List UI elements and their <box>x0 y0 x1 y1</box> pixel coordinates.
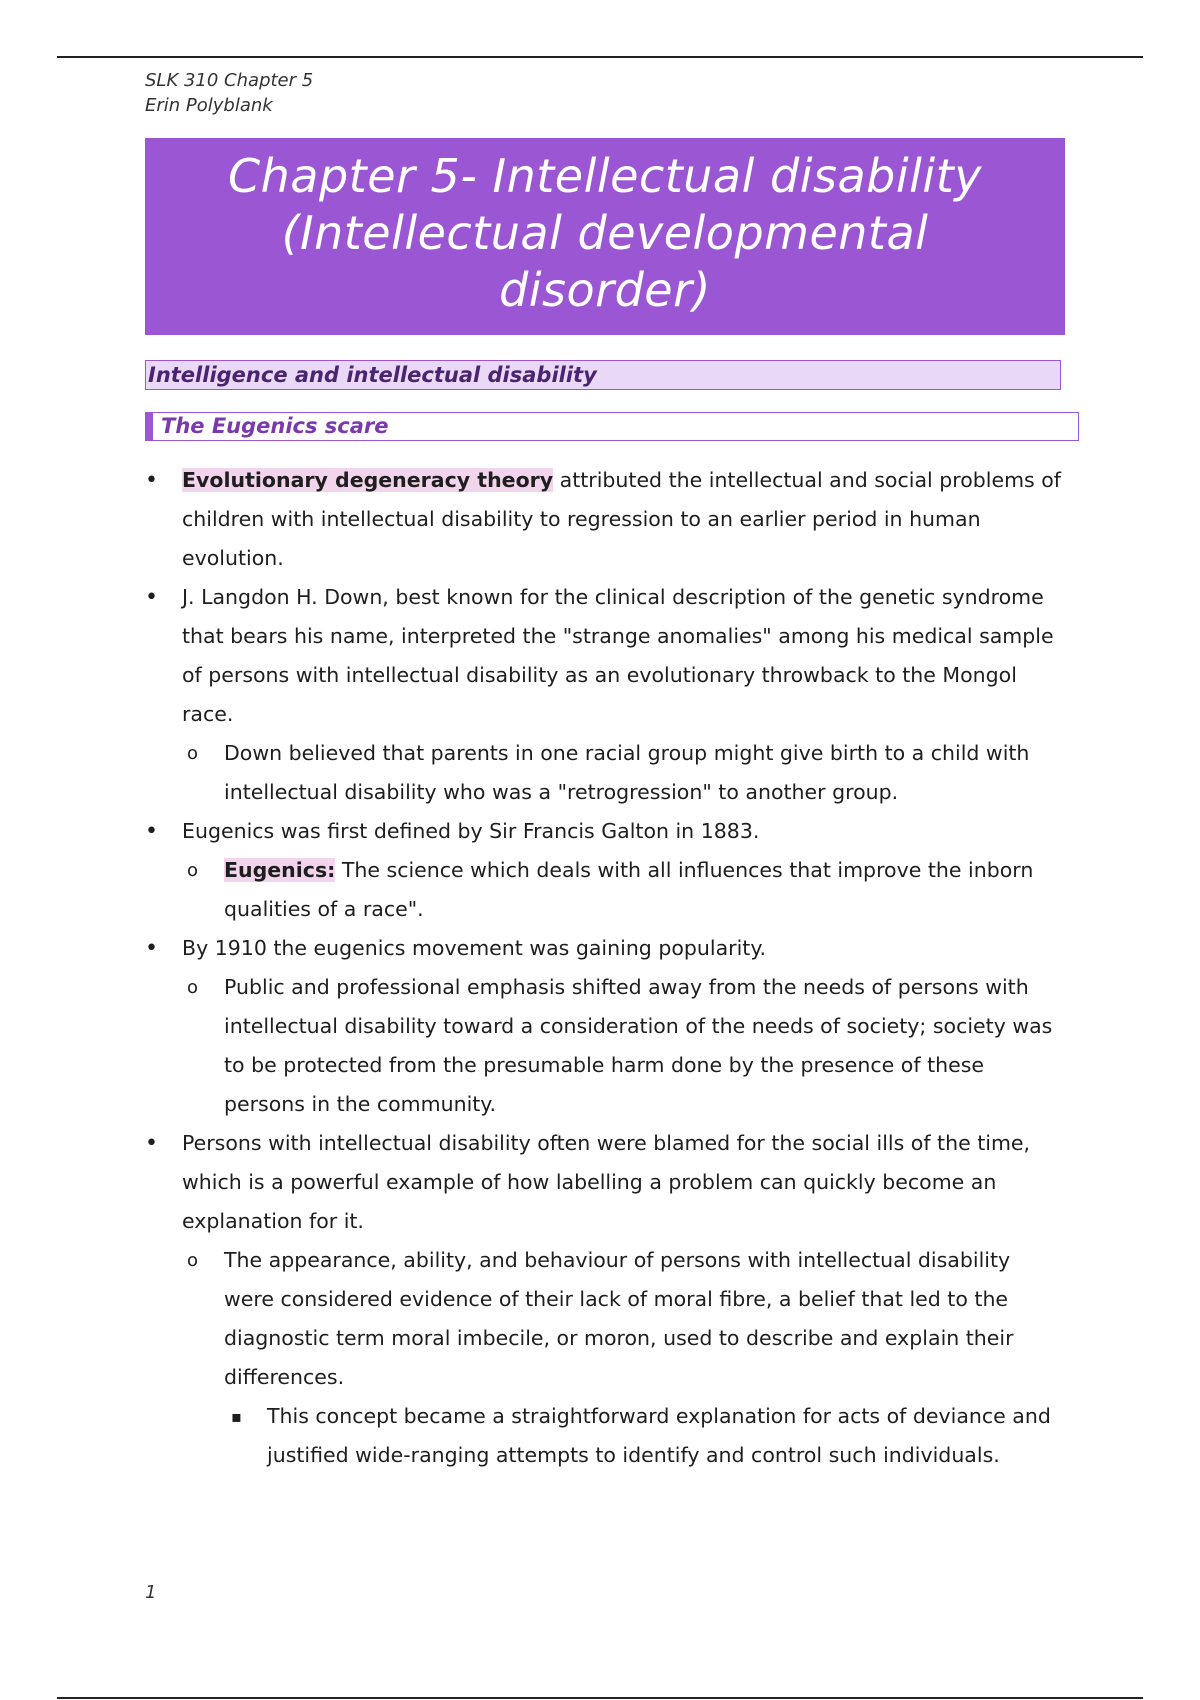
sub-list <box>145 968 1065 1124</box>
sub-list <box>145 851 1065 929</box>
sub-sub-list-item-text: This concept became a straightforward explanation for acts of deviance and justified wide-ranging attempts to identify and control such individuals. <box>267 1404 1051 1467</box>
highlighted-term: Evolutionary degeneracy theory <box>182 468 554 492</box>
chapter-title-line-2: (Intellectual developmental <box>281 206 929 260</box>
chapter-title <box>145 138 1065 335</box>
bullet-marker: • <box>145 1131 158 1156</box>
sub-list-item-text: Down believed that parents in one racial group might give birth to a child with intellectual disability who was a "retrogression" to another group. <box>224 741 1030 804</box>
page-number: 1 <box>145 1582 157 1603</box>
section-heading: Intelligence and intellectual disability <box>145 360 1061 390</box>
list-item <box>145 929 1065 968</box>
header-author: Erin Polyblank <box>145 95 273 116</box>
list-item <box>145 578 1065 734</box>
bullet-marker: • <box>145 936 158 961</box>
list-item-text: J. Langdon H. Down, best known for the clinical description of the genetic syndrome that bears his name, interpreted the "strange anomalies" among his medical sample of persons with intellectual disability as an evolutionary throwback to the Mongol race. <box>182 585 1054 726</box>
sub-bullet-marker: o <box>187 977 199 998</box>
bullet-marker: • <box>145 468 158 493</box>
sub-list-item <box>145 968 1065 1124</box>
header-course: SLK 310 Chapter 5 <box>145 70 314 91</box>
sub-bullet-marker: o <box>187 743 199 764</box>
top-rule <box>57 56 1143 58</box>
bullet-marker: • <box>145 819 158 844</box>
sub-bullet-marker: o <box>187 1250 199 1271</box>
highlighted-term: Eugenics: <box>224 858 336 882</box>
sub-list-item-text: The appearance, ability, and behaviour of persons with intellectual disability were considered evidence of their lack of moral fibre, a belief that led to the diagnostic term moral imbecile, or moron, used to describe and explain their differences. <box>224 1248 1014 1389</box>
sub-sub-list-item <box>145 1397 1065 1475</box>
list-item-text: Persons with intellectual disability often were blamed for the social ills of the time, which is a powerful example of how labelling a problem can quickly become an explanation for it. <box>182 1131 1031 1233</box>
sub-bullet-marker: o <box>187 860 199 881</box>
subsection-heading: The Eugenics scare <box>145 412 1079 441</box>
list-item-text: attributed the intellectual and social problems of children with intellectual disability to regression to an earlier period in human evolution. <box>182 468 1061 570</box>
sub-list <box>145 734 1065 812</box>
list-item <box>145 461 1065 578</box>
sub-list-item-text: Public and professional emphasis shifted away from the needs of persons with intellectual disability toward a consideration of the needs of society; society was to be protected from the presumable harm done by the presence of these persons in the community. <box>224 975 1053 1116</box>
document-page <box>145 68 1065 1475</box>
chapter-title-line-1: Chapter 5- Intellectual disability <box>228 149 982 203</box>
sub-list <box>145 1241 1065 1475</box>
sub-list-item-text: The science which deals with all influences that improve the inborn qualities of a race". <box>224 858 1034 921</box>
list-item <box>145 1124 1065 1241</box>
list-item-text: Eugenics was first defined by Sir Francis Galton in 1883. <box>182 819 760 843</box>
square-bullet-marker: ▪ <box>231 1407 242 1426</box>
bullet-marker: • <box>145 585 158 610</box>
list-item <box>145 812 1065 851</box>
chapter-title-line-3: disorder) <box>499 263 711 317</box>
list-item-text: By 1910 the eugenics movement was gaining popularity. <box>182 936 767 960</box>
sub-list-item <box>145 851 1065 929</box>
sub-list-item <box>145 734 1065 812</box>
sub-list-item <box>145 1241 1065 1397</box>
sub-sub-list <box>145 1397 1065 1475</box>
bullet-list <box>145 461 1065 1475</box>
bottom-rule <box>57 1697 1143 1699</box>
